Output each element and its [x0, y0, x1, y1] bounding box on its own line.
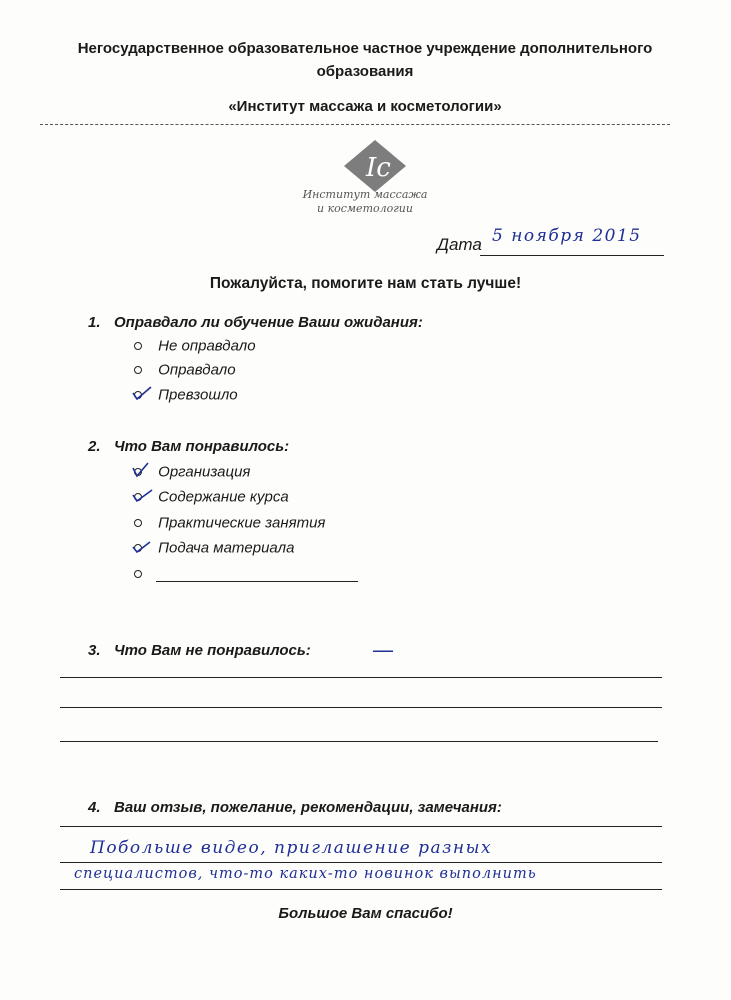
check-mark-icon: [132, 385, 154, 403]
checkbox[interactable]: [132, 515, 154, 531]
q2-option-organization[interactable]: [132, 463, 250, 483]
date-underline: [480, 255, 664, 256]
question-2-title: [88, 438, 289, 455]
q3-answer-line-1[interactable]: [60, 677, 662, 678]
question-2-number: 2.: [88, 438, 101, 455]
option-label: Организация: [158, 463, 251, 481]
q2-option-practice[interactable]: [132, 514, 325, 534]
option-label: Содержание курса: [158, 488, 289, 506]
checkbox-checked[interactable]: [132, 540, 154, 556]
q2-option-delivery[interactable]: [132, 539, 294, 559]
question-3-number: 3.: [88, 642, 101, 659]
logo-caption-line1: Институт массажа: [302, 188, 428, 201]
q2-other-input-line[interactable]: [156, 581, 358, 582]
survey-intro: Пожалуйста, помогите нам стать лучше!: [209, 275, 522, 292]
radio-circle[interactable]: [132, 362, 154, 378]
logo-caption: [300, 188, 430, 216]
header-divider: [40, 124, 670, 125]
q4-answer-line-3[interactable]: [60, 889, 662, 890]
question-1-title: [88, 314, 423, 331]
radio-circle-checked[interactable]: [132, 387, 154, 403]
q4-answer-line-2[interactable]: [60, 862, 662, 863]
q2-option-content[interactable]: [132, 488, 289, 508]
q4-answer-text-2[interactable]: специалистов, что-то каких-то новинок выполнить: [74, 866, 537, 882]
logo-caption-line2: и косметологии: [317, 202, 413, 215]
radio-circle[interactable]: [132, 338, 154, 354]
org-name-line2: образования: [316, 63, 414, 80]
q1-option-not-met[interactable]: [132, 337, 256, 357]
option-label: Подача материала: [158, 539, 295, 557]
question-3-text: Что Вам не понравилось:: [114, 642, 311, 659]
question-4-text: Ваш отзыв, пожелание, рекомендации, замечания:: [114, 799, 502, 816]
check-mark-icon: [132, 487, 154, 505]
question-4-number: 4.: [88, 799, 101, 816]
question-1-text: Оправдало ли обучение Ваши ожидания:: [114, 314, 423, 331]
checkbox-checked[interactable]: [132, 489, 154, 505]
question-3-title: [88, 642, 311, 659]
checkbox[interactable]: [132, 566, 154, 582]
org-name-line1: Негосударственное образовательное частное учреждение дополнительного: [77, 40, 653, 57]
date-label: Дата: [437, 235, 482, 254]
question-4-title: [88, 799, 502, 816]
q3-answer-dash[interactable]: —: [372, 638, 396, 663]
date-value[interactable]: 5 ноября 2015: [492, 226, 642, 246]
check-mark-icon: [132, 538, 154, 556]
q3-answer-line-3[interactable]: [60, 741, 658, 742]
q3-answer-line-2[interactable]: [60, 707, 662, 708]
institute-name: «Институт массажа и косметологии»: [228, 98, 502, 115]
check-mark-icon: [132, 462, 154, 480]
question-1-number: 1.: [88, 314, 101, 331]
option-label: Оправдало: [158, 361, 236, 379]
q2-option-other[interactable]: [132, 565, 154, 585]
option-label: Не оправдало: [158, 337, 256, 355]
option-label: Превзошло: [158, 386, 238, 404]
checkbox-checked[interactable]: [132, 464, 154, 480]
q4-answer-line-1[interactable]: [60, 826, 662, 827]
q4-answer-text-1[interactable]: Побольше видео, приглашение разных: [90, 838, 493, 858]
q1-option-met[interactable]: [132, 361, 236, 381]
svg-text:Ic: Ic: [366, 153, 391, 183]
q1-option-exceeded[interactable]: [132, 386, 238, 406]
question-2-text: Что Вам понравилось:: [114, 438, 290, 455]
option-label: Практические занятия: [158, 514, 326, 532]
closing-thanks: Большое Вам спасибо!: [278, 905, 453, 922]
